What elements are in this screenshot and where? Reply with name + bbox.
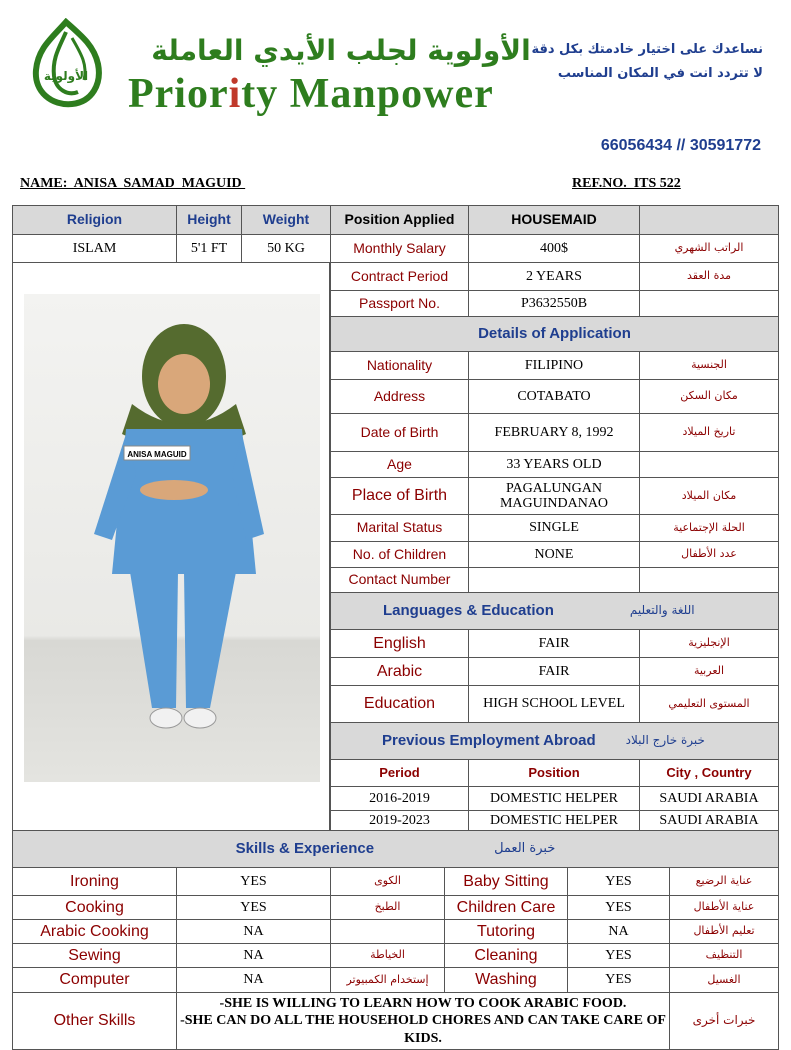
skill-label: Washing [444, 967, 568, 993]
skill-label-ar: التنظيف [669, 943, 779, 968]
skill-label: Cooking [12, 895, 177, 920]
detail-value [468, 567, 640, 593]
details-section-title: Details of Application [330, 316, 779, 352]
skill-value: YES [567, 895, 670, 920]
header-weight: Weight [241, 205, 331, 235]
other-skills-label: Other Skills [12, 992, 177, 1050]
svg-text:ANISA MAGUID: ANISA MAGUID [127, 450, 187, 459]
detail-label: Nationality [330, 351, 469, 380]
contract-value: 2 YEARS [468, 262, 640, 291]
detail-value: COTABATO [468, 379, 640, 414]
detail-value: 33 YEARS OLD [468, 451, 640, 478]
employment-section-title: Previous Employment Abroad خبرة خارج البلاد [330, 722, 779, 760]
contract-label: Contract Period [330, 262, 469, 291]
header-religion: Religion [12, 205, 177, 235]
detail-label: Age [330, 451, 469, 478]
detail-label-ar: الجنسية [639, 351, 779, 380]
detail-value: NONE [468, 541, 640, 568]
detail-label-ar: مكان الميلاد [639, 477, 779, 515]
skill-label-ar: عناية الأطفال [669, 895, 779, 920]
detail-label: Date of Birth [330, 413, 469, 452]
skill-label: Baby Sitting [444, 867, 568, 896]
salary-label-ar: الراتب الشهري [639, 234, 779, 263]
position-applied-value: HOUSEMAID [468, 205, 640, 235]
slogan-line-1: نساعدك على اختيار خادمتك بكل دقة [531, 42, 763, 57]
other-skill-line-2: -SHE CAN DO ALL THE HOUSEHOLD CHORES AND CAN TAKE CARE OF KIDS. [180, 1013, 666, 1046]
language-label-ar: الإنجليزية [639, 629, 779, 658]
skill-label-ar: الخياطة [330, 943, 445, 968]
skill-value: YES [567, 967, 670, 993]
employment-position: DOMESTIC HELPER [468, 810, 640, 831]
skill-value: YES [567, 867, 670, 896]
detail-label-ar: عدد الأطفال [639, 541, 779, 568]
candidate-photo [24, 294, 320, 782]
skills-section-title: Skills & Experience خبرة العمل [12, 830, 779, 868]
other-skill-line-1: -SHE IS WILLING TO LEARN HOW TO COOK ARABIC FOOD. [219, 995, 627, 1011]
employment-country: SAUDI ARABIA [639, 810, 779, 831]
language-label-ar: المستوى التعليمي [639, 685, 779, 723]
skill-label-ar: الطبخ [330, 895, 445, 920]
detail-label: Contact Number [330, 567, 469, 593]
skill-label: Cleaning [444, 943, 568, 968]
weight-value: 50 KG [241, 234, 331, 263]
salary-value: 400$ [468, 234, 640, 263]
skill-value: YES [567, 943, 670, 968]
employment-period: 2019-2023 [330, 810, 469, 831]
brand-name-arabic: الأولوية لجلب الأيدي العاملة [151, 34, 531, 67]
detail-label: Address [330, 379, 469, 414]
detail-value: PAGALUNGAN MAGUINDANAO [468, 477, 640, 515]
language-value: FAIR [468, 657, 640, 686]
skill-label: Sewing [12, 943, 177, 968]
detail-label: Place of Birth [330, 477, 469, 515]
skill-label: Computer [12, 967, 177, 993]
employment-position: DOMESTIC HELPER [468, 786, 640, 811]
skill-label-ar: عناية الرضيع [669, 867, 779, 896]
detail-label: Marital Status [330, 514, 469, 542]
skill-label-ar [330, 919, 445, 944]
skill-value: YES [176, 867, 331, 896]
languages-section-title: Languages & Education اللغة والتعليم [330, 592, 779, 630]
skill-value: NA [176, 967, 331, 993]
candidate-figure-illustration [24, 294, 320, 782]
language-label: English [330, 629, 469, 658]
skill-label: Arabic Cooking [12, 919, 177, 944]
height-value: 5'1 FT [176, 234, 242, 263]
language-value: FAIR [468, 629, 640, 658]
skill-value: YES [176, 895, 331, 920]
header-height: Height [176, 205, 242, 235]
phone-numbers: 66056434 // 30591772 [600, 137, 761, 154]
position-blank [639, 205, 779, 235]
detail-label-ar: تاريخ الميلاد [639, 413, 779, 452]
passport-value: P3632550B [468, 290, 640, 317]
other-skills-label-ar: خبرات أخرى [669, 992, 779, 1050]
religion-value: ISLAM [12, 234, 177, 263]
other-skills-text [176, 992, 670, 1050]
skill-label: Children Care [444, 895, 568, 920]
contract-label-ar: مدة العقد [639, 262, 779, 291]
slogan-line-2: لا تتردد انت في المكان المناسب [557, 66, 763, 81]
language-value: HIGH SCHOOL LEVEL [468, 685, 640, 723]
detail-value: FEBRUARY 8, 1992 [468, 413, 640, 452]
skill-value: NA [567, 919, 670, 944]
reference-number: REF.NO. ITS 522 [572, 176, 681, 191]
header-position-applied: Position Applied [330, 205, 469, 235]
skill-label-ar: الغسيل [669, 967, 779, 993]
skill-value: NA [176, 919, 331, 944]
skill-label-ar: تعليم الأطفال [669, 919, 779, 944]
employment-country: SAUDI ARABIA [639, 786, 779, 811]
employment-header-country: City , Country [639, 759, 779, 787]
detail-value: FILIPINO [468, 351, 640, 380]
skill-value: NA [176, 943, 331, 968]
skill-label: Ironing [12, 867, 177, 896]
language-label-ar: العربية [639, 657, 779, 686]
salary-label: Monthly Salary [330, 234, 469, 263]
passport-blank [639, 290, 779, 317]
detail-label-ar [639, 451, 779, 478]
detail-label-ar: مكان السكن [639, 379, 779, 414]
svg-text:الأولوية: الأولوية [43, 69, 89, 83]
skill-label-ar: الكوى [330, 867, 445, 896]
employment-period: 2016-2019 [330, 786, 469, 811]
employment-header-position: Position [468, 759, 640, 787]
employment-header-period: Period [330, 759, 469, 787]
detail-label-ar [639, 567, 779, 593]
company-emblem-logo [22, 18, 110, 110]
brand-name-english: Priority Manpower [128, 71, 494, 117]
detail-value: SINGLE [468, 514, 640, 542]
candidate-name: NAME: ANISA SAMAD MAGUID [20, 176, 246, 191]
language-label: Arabic [330, 657, 469, 686]
detail-label-ar: الحلة الإجتماعية [639, 514, 779, 542]
passport-label: Passport No. [330, 290, 469, 317]
skill-label-ar: إستخدام الكمبيوتر [330, 967, 445, 993]
skill-label: Tutoring [444, 919, 568, 944]
language-label: Education [330, 685, 469, 723]
detail-label: No. of Children [330, 541, 469, 568]
